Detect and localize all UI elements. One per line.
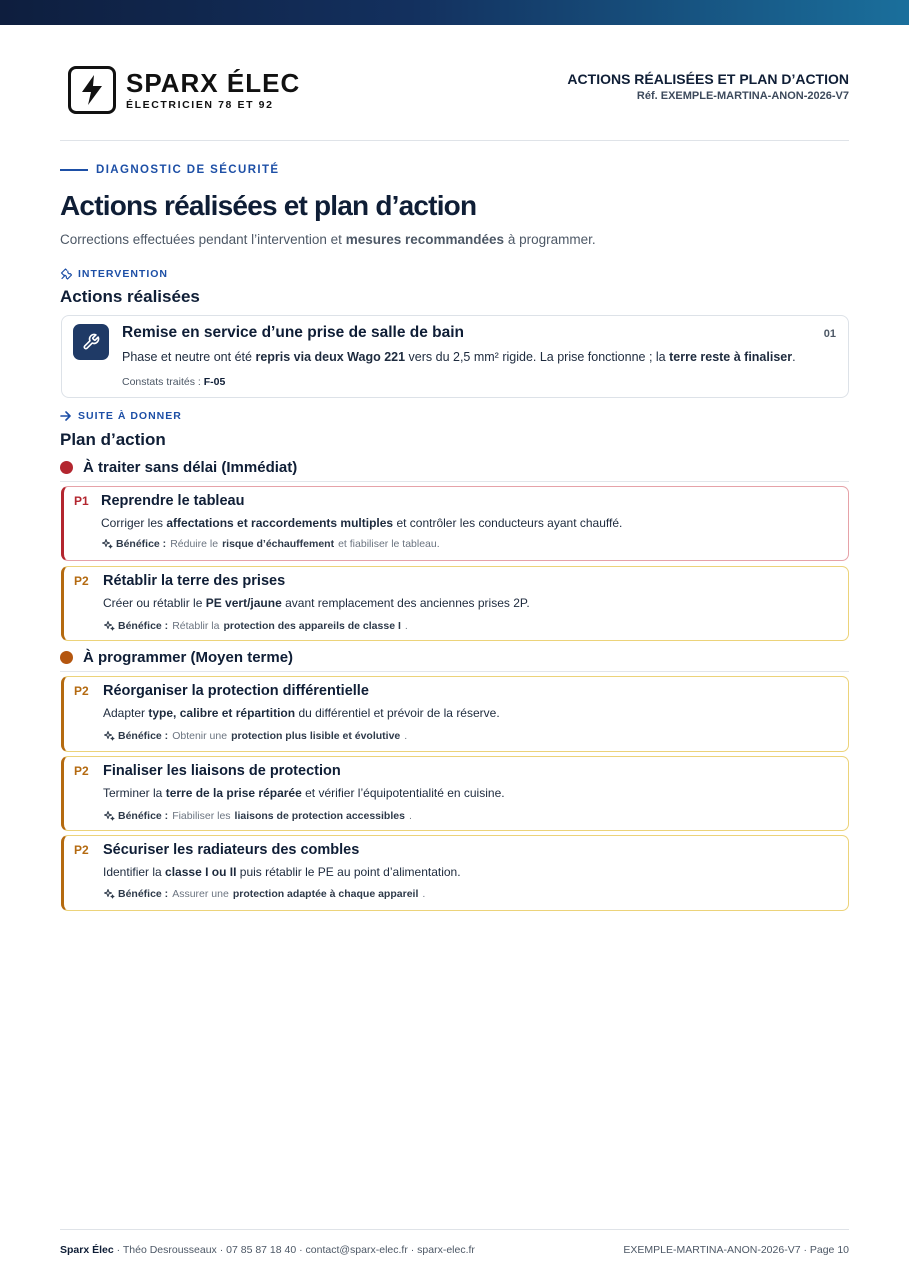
- desc-text: Phase et neutre ont été: [122, 350, 252, 364]
- group-title: À traiter sans délai (Immédiat): [83, 459, 298, 476]
- action-description: [101, 516, 622, 530]
- benefit-emphasis: protection des appareils de classe I: [223, 620, 401, 632]
- kicker-text: INTERVENTION: [78, 268, 168, 280]
- desc-emphasis: classe I ou II: [165, 865, 237, 879]
- benefit-text: Rétablir la: [172, 620, 220, 632]
- wrench-icon: [73, 324, 109, 360]
- footer-page-info: EXEMPLE-MARTINA-ANON-2026-V7 · Page 10: [623, 1244, 849, 1256]
- page-number: Page 10: [809, 1244, 849, 1256]
- desc-text: .: [792, 350, 796, 364]
- footer-company: Sparx Élec: [60, 1244, 114, 1256]
- action-card: [61, 756, 849, 831]
- plan-heading: Plan d’action: [60, 430, 166, 449]
- benefit-text: .: [404, 620, 408, 632]
- benefit-text: .: [404, 730, 408, 742]
- footer-ref: EXEMPLE-MARTINA-ANON-2026-V7: [623, 1244, 801, 1256]
- benefit-emphasis: liaisons de protection accessibles: [234, 810, 405, 822]
- header-title: ACTIONS RÉALISÉES ET PLAN D’ACTION: [567, 71, 849, 87]
- footer-contact: [60, 1244, 475, 1256]
- action-title: Reprendre le tableau: [101, 493, 245, 509]
- page-header: [60, 64, 849, 116]
- desc-emphasis: terre reste à finaliser: [669, 350, 793, 364]
- page-lead: [60, 232, 596, 247]
- completed-action-card: [61, 315, 849, 398]
- benefit-emphasis: risque d’échauffement: [222, 538, 335, 550]
- completed-action-description: [122, 350, 796, 364]
- benefit-text: .: [408, 810, 412, 822]
- desc-text: puis rétablir le PE au point d’alimentation.: [239, 865, 461, 879]
- desc-text: Adapter: [103, 706, 146, 720]
- action-benefit: [101, 538, 440, 550]
- action-description: [103, 706, 500, 720]
- benefit-emphasis: protection plus lisible et évolutive: [231, 730, 401, 742]
- sparkle-icon: [103, 730, 115, 742]
- desc-text: Terminer la: [103, 786, 163, 800]
- desc-text: Identifier la: [103, 865, 162, 879]
- priority-label: P1: [74, 494, 89, 508]
- action-card: [61, 566, 849, 641]
- section-eyebrow: [60, 164, 280, 176]
- brand-name: SPARX ÉLEC: [126, 68, 301, 98]
- action-description: [103, 596, 530, 610]
- desc-text: du différentiel et prévoir de la réserve.: [298, 706, 500, 720]
- lead-emphasis: mesures recommandées: [345, 232, 505, 247]
- benefit-text: et fiabiliser le tableau.: [338, 538, 440, 550]
- desc-emphasis: affectations et raccordements multiples: [166, 516, 394, 530]
- action-title: Rétablir la terre des prises: [103, 573, 286, 589]
- meta-label: Constats traités :: [122, 376, 201, 388]
- desc-emphasis: repris via deux Wago 221: [255, 350, 406, 364]
- header-reference: Réf. EXEMPLE-MARTINA-ANON-2026-V7: [636, 90, 849, 102]
- completed-action-number: 01: [823, 328, 836, 340]
- sparkle-icon: [103, 888, 115, 900]
- action-benefit: [103, 730, 407, 742]
- brand-tagline: ÉLECTRICIEN 78 ET 92: [126, 99, 274, 111]
- footer-divider: [60, 1229, 849, 1230]
- sparkle-icon: [103, 620, 115, 632]
- desc-emphasis: type, calibre et répartition: [148, 706, 296, 720]
- priority-label: P2: [74, 764, 89, 778]
- action-description: [103, 865, 461, 879]
- desc-emphasis: terre de la prise réparée: [165, 786, 302, 800]
- benefit-label: Bénéfice :: [118, 730, 169, 742]
- wrench-icon: [60, 268, 74, 280]
- plan-kicker: [60, 410, 182, 422]
- kicker-text: SUITE À DONNER: [78, 410, 182, 422]
- action-card: [61, 676, 849, 752]
- benefit-label: Bénéfice :: [118, 810, 169, 822]
- top-gradient-bar: [0, 0, 909, 25]
- lead-text: Corrections effectuées pendant l’intervention et: [60, 232, 342, 247]
- action-title: Réorganiser la protection différentielle: [103, 683, 369, 699]
- desc-text: et vérifier l’équipotentialité en cuisine.: [305, 786, 505, 800]
- page-title: Actions réalisées et plan d’action: [60, 190, 477, 221]
- benefit-text: Fiabiliser les: [172, 810, 231, 822]
- benefit-text: Obtenir une: [172, 730, 228, 742]
- priority-label: P2: [74, 684, 89, 698]
- action-description: [103, 786, 505, 800]
- action-benefit: [103, 810, 412, 822]
- benefit-label: Bénéfice :: [118, 888, 169, 900]
- action-title: Sécuriser les radiateurs des combles: [103, 842, 360, 858]
- completed-action-title: Remise en service d’une prise de salle de bain: [122, 324, 465, 341]
- intervention-kicker: [60, 268, 168, 280]
- sparkle-icon: [103, 810, 115, 822]
- benefit-text: Assurer une: [172, 888, 229, 900]
- eyebrow-text: DIAGNOSTIC DE SÉCURITÉ: [96, 164, 280, 176]
- priority-label: P2: [74, 843, 89, 857]
- action-card: [61, 835, 849, 911]
- benefit-emphasis: protection adaptée à chaque appareil: [232, 888, 419, 900]
- priority-dot: [60, 651, 73, 664]
- header-divider: [60, 140, 849, 141]
- action-title: Finaliser les liaisons de protection: [103, 763, 341, 779]
- priority-dot: [60, 461, 73, 474]
- footer-contact-details: · Théo Desrousseaux · 07 85 87 18 40 · contact@sparx-elec.fr · sparx-elec.fr: [113, 1244, 475, 1256]
- actions-done-heading: Actions réalisées: [60, 287, 200, 306]
- group-header-immediate: [60, 458, 849, 482]
- benefit-text: Réduire le: [170, 538, 219, 550]
- desc-text: et contrôler les conducteurs ayant chauffé.: [396, 516, 623, 530]
- action-card: [61, 486, 849, 561]
- desc-text: avant remplacement des anciennes prises 2P.: [285, 596, 530, 610]
- benefit-text: .: [422, 888, 426, 900]
- priority-label: P2: [74, 574, 89, 588]
- arrow-right-icon: [60, 410, 74, 422]
- group-header-medium-term: [60, 648, 849, 672]
- lightning-bolt-icon: [68, 66, 116, 114]
- desc-text: vers du 2,5 mm² rigide. La prise fonctionne ; la: [408, 350, 666, 364]
- eyebrow-line: [60, 169, 88, 171]
- action-benefit: [103, 620, 408, 632]
- desc-text: Créer ou rétablir le: [103, 596, 203, 610]
- findings-treated: [122, 376, 225, 388]
- sparkle-icon: [101, 538, 113, 550]
- benefit-label: Bénéfice :: [116, 538, 167, 550]
- action-benefit: [103, 888, 425, 900]
- desc-text: Corriger les: [101, 516, 164, 530]
- meta-value: F-05: [203, 376, 226, 388]
- lead-text-end: à programmer.: [507, 232, 596, 247]
- group-title: À programmer (Moyen terme): [83, 649, 294, 666]
- benefit-label: Bénéfice :: [118, 620, 169, 632]
- desc-emphasis: PE vert/jaune: [205, 596, 282, 610]
